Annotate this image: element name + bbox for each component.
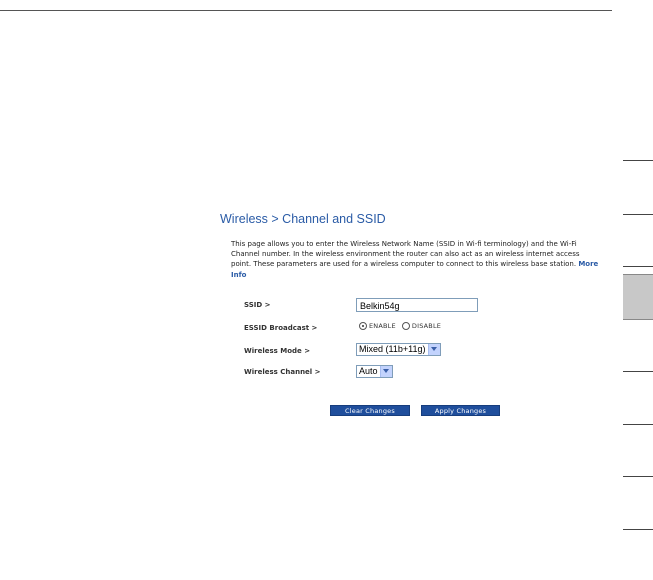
essid-broadcast-radio-group: [359, 322, 445, 330]
top-rule: [0, 10, 612, 11]
essid-disable-radio[interactable]: [402, 322, 410, 330]
section-tab-marker: [623, 424, 653, 425]
description-text: This page allows you to enter the Wireless Network Name (SSID in Wi-fi terminology) and the Wi-Fi Channel number. In the wireless environment the router can also act as an wireless internet access point. These parameters are used for a wireless computer to connect to this wireless base station.: [231, 240, 580, 269]
essid-enable-radio[interactable]: [359, 322, 367, 330]
section-tab-marker: [623, 371, 653, 372]
more-info-link[interactable]: More Info: [231, 260, 599, 279]
active-section-tab: [623, 274, 653, 320]
section-tab-marker: [623, 476, 653, 477]
ssid-label: SSID >: [244, 301, 271, 309]
wireless-channel-label: Wireless Channel >: [244, 368, 321, 376]
essid-enable-label: ENABLE: [369, 322, 396, 330]
section-tab-marker: [623, 160, 653, 161]
chevron-down-icon[interactable]: [428, 344, 440, 355]
page-description: [231, 239, 601, 280]
section-tab-marker: [623, 214, 653, 215]
chevron-down-icon[interactable]: [380, 366, 392, 377]
wireless-mode-value: Mixed (11b+11g): [359, 344, 426, 354]
wireless-mode-select[interactable]: [356, 343, 441, 356]
wireless-channel-select[interactable]: [356, 365, 393, 378]
apply-changes-button[interactable]: Apply Changes: [421, 405, 500, 416]
section-tab-marker: [623, 529, 653, 530]
ssid-input[interactable]: Belkin54g: [356, 298, 478, 312]
wireless-mode-label: Wireless Mode >: [244, 347, 311, 355]
essid-disable-label: DISABLE: [411, 322, 442, 330]
essid-broadcast-label: ESSID Broadcast >: [244, 324, 318, 332]
section-tab-marker: [623, 266, 653, 267]
page-title: Wireless > Channel and SSID: [220, 212, 386, 226]
clear-changes-button[interactable]: Clear Changes: [330, 405, 410, 416]
wireless-channel-value: Auto: [359, 366, 378, 376]
